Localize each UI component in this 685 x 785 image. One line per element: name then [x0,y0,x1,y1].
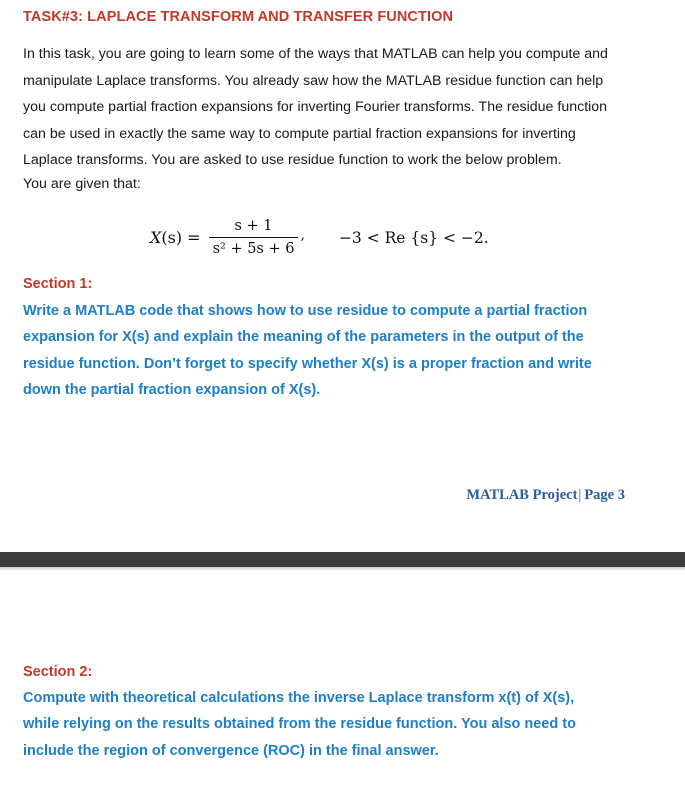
equation-fraction [209,218,299,257]
section1-line: residue function. Don’t forget to specify whether X(s) is a proper fraction and write [23,355,592,372]
section2-body [23,685,627,764]
page-break-divider [0,552,685,567]
intro-paragraph [23,41,625,174]
section2-line: include the region of convergence (ROC) in the final answer. [23,742,439,759]
section1-line: down the partial fraction expansion of X(s). [23,382,321,399]
footer-project: MATLAB Project [466,487,578,503]
equation-lhs-arg: (s) = [161,228,201,247]
equation-lhs [150,228,201,247]
footer-page-number: Page 3 [584,487,625,503]
page-footer [466,487,625,504]
equation-comma: , [300,227,305,243]
intro-line: you compute partial fraction expansions for inverting Fourier transforms. The residue function [23,99,608,116]
section1-label: Section 1: [23,276,93,292]
section2-line: while relying on the results obtained from the residue function. You also need to [23,716,576,733]
equation-lhs-var: X [150,228,162,247]
page-break-shadow [0,567,685,571]
section1-body [23,298,628,404]
section2-label: Section 2: [23,664,93,680]
intro-line: Laplace transforms. You are asked to use residue function to work the below problem. [23,152,562,169]
task-title: TASK#3: LAPLACE TRANSFORM AND TRANSFER FUNCTION [23,9,454,25]
intro-line: In this task, you are going to learn some of the ways that MATLAB can help you compute and [23,46,608,62]
intro-line: manipulate Laplace transforms. You already saw how the MATLAB residue function can help [23,72,604,89]
equation-numerator: s + 1 [234,218,273,234]
given-text: You are given that: [23,176,141,192]
intro-line: can be used in exactly the same way to compute partial fraction expansions for inverting [23,125,576,142]
transfer-function-equation [150,218,489,257]
footer-separator: | [578,487,582,503]
equation-roc: −3 < Re {s} < −2. [338,228,489,247]
section1-line: Write a MATLAB code that shows how to use residue to compute a partial fraction [23,303,588,319]
section2-line: Compute with theoretical calculations the inverse Laplace transform x(t) of X(s), [23,690,575,706]
section1-line: expansion for X(s) and explain the meaning of the parameters in the output of the [23,329,584,346]
equation-denominator: s² + 5s + 6 [209,237,299,257]
